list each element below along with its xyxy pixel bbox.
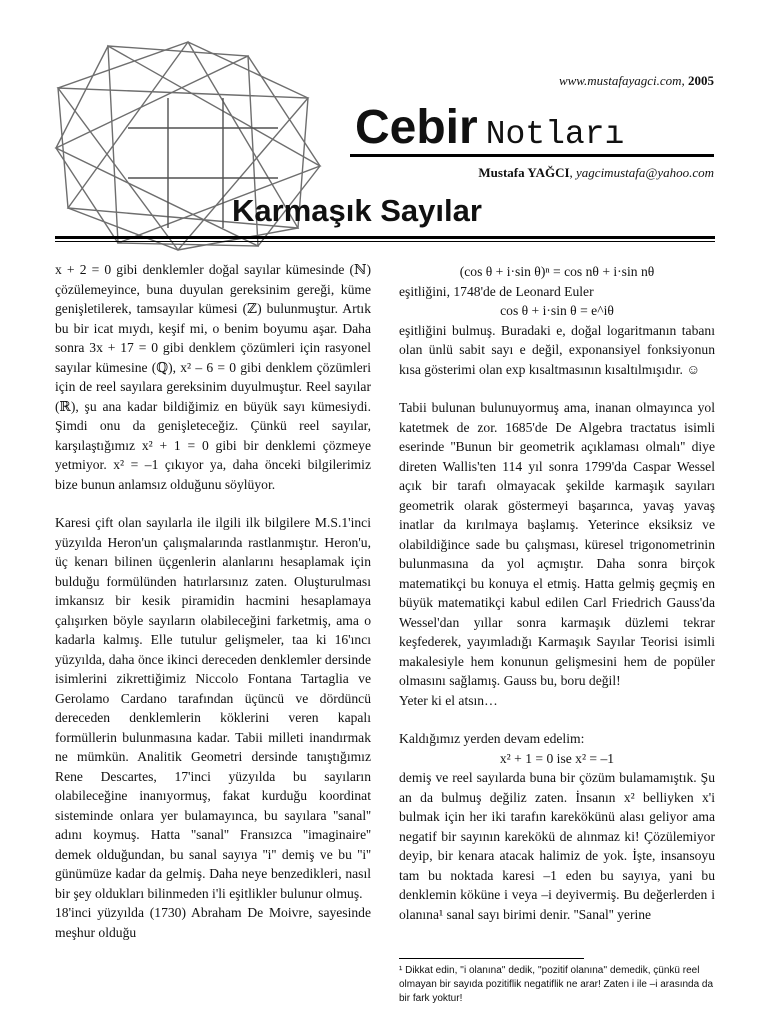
footnote: ¹ Dikkat edin, ''i olanına'' dedik, ''pozitif olanına'' demedik, çünkü reel olmayan bir sayıda pozitiflik negatiflik ne arar! Zaten i ile –i arasında da bir fark yoktur! [399, 965, 714, 1004]
series-title [355, 100, 624, 155]
equation-demoivre: (cos θ + i·sin θ)ⁿ = cos nθ + i·sin nθ [459, 264, 655, 279]
paragraph-continue: Kaldığımız yerden devam edelim: [399, 731, 585, 746]
paragraph-wessel-gauss: Tabii bulunan bulunuyormuş ama, inanan olmayınca yol katetmek de zor. 1685'de De Algebra tractatus isimli eserinde ''Bunun bir geometrik açıklaması olmalı'' diye direten Wallis'ten 114 yıl sonra 1799'da Caspar Wessel açık bir tarafı olmayacak şekilde karmaşık sayıları geometrik olarak göstermeyi başarınca, yavaş yavaş inatlar da kırılmaya başlamış. Yeterince eksiksiz ve olabildiğince sade bu çalışması, küresel trigonometrinin bulunmasına da yol açmıştır. Daha sonra birçok matematikçi bu konuya el etmiş. Hatta gelmiş geçmiş en büyük matematikçi kabul edilen Carl Friedrich Gauss'da Wessel'dan yıllar sonra karmaşık düzlemi tekrar keşfederek, yayımladığı Karmaşık Sayılar Teorisi isimli makalesiyle hem konunun gelişmesini hem de popüler olmasını sağlamış. Gauss bu, boru değil! [399, 400, 715, 688]
paragraph-history: Karesi çift olan sayılarla ile ilgili ilk bilgilere M.S.1'inci yüzyılda Heron'un çalışmalarında rastlanmıştır. Heron'u, üç kenarı bilinen üçgenlerin alanlarını hesaplamak için bulduğu formülünden hatırlarsınız zaten. Oluşturulması imkansız bir kesik piramidin hacmini hesaplamaya çalışırken böyle sayıların olabileceğini farketmiş, ama o kadarla kalmış. Elle tutulur gelişmeler, taa ki 16'ıncı yüzyılda, daha önce ikinci dereceden denklemler dersinde isimlerini zikrettiğimiz Niccolo Fontana Tartaglia ve Gerolamo Cardano tarafından üçüncü ve dördüncü dereceden denklemlerin köklerini veren kapalı formüllerin bulunmasına kadar. Tabii milleti inandırmak ne mümkün. Analitik Geometri dersinde tanıştığımız Rene Descartes, 17'inci yüzyılda bu sayıların olabileceğine inanıyormuş, fakat kurduğu koordinat sisteminde onlara yer bulamayınca, bu sayılara ''sanal'' adını koymuş. Hatta ''sanal'' Fransızca ''imaginaire'' demek olduğundan, bu sanal sayıya ''i'' demiş ve bu ''i'' günümüze kadar da gelmiş. Daha neye benzedikleri, nasıl bir şey oldukları bilinmeden i'li eşitlikler bulunur olmuş. [55, 515, 371, 901]
paragraph-yeter: Yeter ki el atsın… [399, 692, 498, 708]
title-cebir: Cebir [355, 101, 478, 154]
author-line: Mustafa YAĞCI, yagcimustafa@yahoo.com [478, 165, 714, 180]
heading-rule [55, 236, 715, 239]
author-name: Mustafa YAĞCI [478, 165, 570, 180]
site-line: www.mustafayagci.com, 2005 [558, 73, 714, 88]
footnote-rule [399, 958, 584, 959]
right-column [399, 262, 715, 924]
paragraph-imaginary-unit: demiş ve reel sayılarda buna bir çözüm bulamamıştık. Şu an da bulmuş değiliz zaten. İnsanın x² belliyken x'i bulmak için her iki tarafın karekökünü alası geliyor ama negatif bir sayının karekökü de alınmaz ki! Çözülemiyor deyip, bir kenara atacak halimiz de yok. İşte, insansoyu tam bu noktada karesi –1 eden bu sayıya, yani bu denklemin köküne i veya –i deyivermiş. Bu değerlerden i olanına¹ sanal sayı birimi denir. ''Sanal'' yerine [399, 770, 715, 922]
left-column [55, 260, 371, 942]
title-rule [350, 154, 714, 157]
equation-euler: cos θ + i·sin θ = e^iθ [500, 303, 614, 318]
title-notlari: Notları [485, 116, 625, 153]
page-title: Karmaşık Sayılar [232, 193, 482, 228]
paragraph-demoivre: 18'inci yüzyılda (1730) Abraham De Moivre, sayesinde meşhur olduğu [55, 905, 371, 940]
author-email[interactable]: yagcimustafa@yahoo.com [576, 165, 714, 180]
year: 2005 [688, 73, 714, 88]
paragraph-intro: x + 2 = 0 gibi denklemler doğal sayılar kümesinde (ℕ) çözülemeyince, buna duyulan gereksinim gereği, küme genişletilerek, tamsayılar kümesi (ℤ) bulunmuştur. Artık bu bir icat mıydı, keşif mi, o benim boyumu aşar. Daha sonra 3x + 17 = 0 gibi denklem çözümleri için rasyonel sayılar kümesine (ℚ), x² – 6 = 0 gibi denklem çözümleri için de reel sayılara gereksinim duyulmuştur. Reel sayılar (ℝ), şu ana kadar bildiğimiz en büyük sayı kümesiydi. Şimdi onu da genişleteceğiz. Çünkü reel sayılar, karşılaştığımız x² + 1 = 0 gibi bir denklemi çözmeye yetmiyor. x² = –1 çıkıyor ya, daha önceki bilgilerimiz bize bunun anlamsız olduğunu söylüyor. [55, 262, 371, 492]
equation-x-squared: x² + 1 = 0 ise x² = –1 [499, 750, 615, 766]
paragraph-euler-intro: eşitliğini, 1748'de de Leonard Euler [399, 283, 594, 299]
paragraph-euler: eşitliğini bulmuş. Buradaki e, doğal logaritmanın tabanı olan ünlü sabit sayı e değil, exponansiyel fonksiyonun kısa gösterimi olan exp kısaltmasının kısaltılmışıdır. ☺ [399, 322, 715, 377]
heading-rule-thin [55, 241, 715, 242]
site-url[interactable]: www.mustafayagci.com [558, 73, 682, 88]
